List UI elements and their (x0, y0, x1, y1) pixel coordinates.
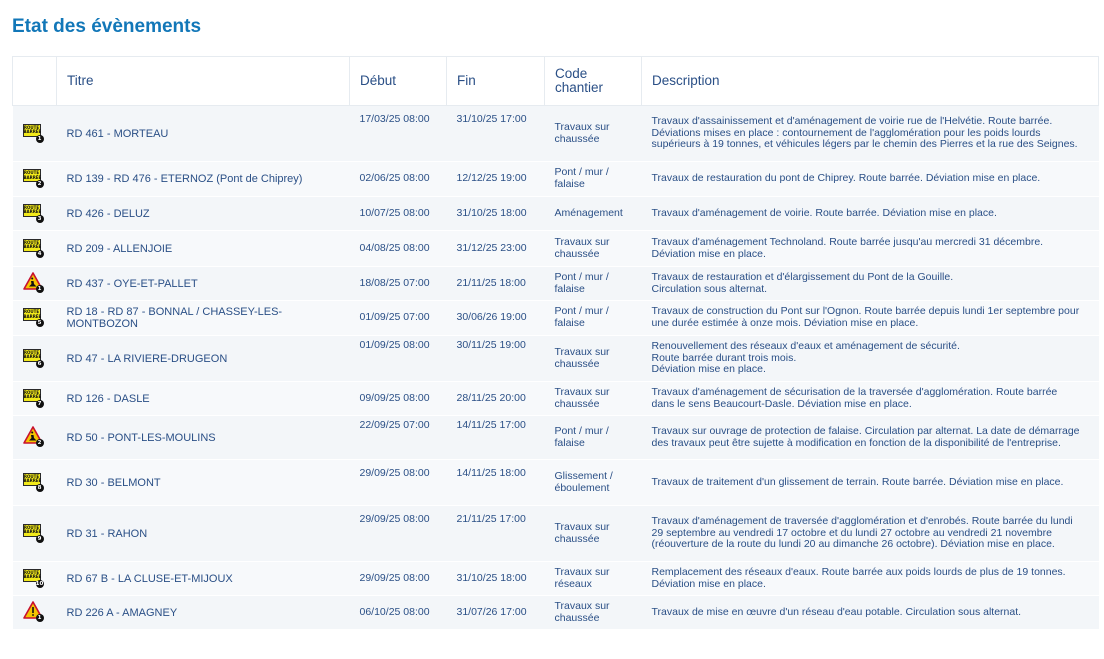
event-marker-number: 6 (36, 360, 44, 368)
event-description-line: Travaux de mise en œuvre d'un réseau d'eau potable. Circulation sous alternat. (651, 605, 1022, 618)
route-barree-label-line1: ROUTE (23, 170, 40, 176)
column-header-code-line1: Code (555, 66, 588, 81)
event-code-chantier: Aménagement (545, 197, 642, 231)
event-description-line: Déviation mise en place. (651, 363, 766, 376)
event-marker-number: 2 (36, 180, 44, 188)
event-start-date: 18/08/25 07:00 (350, 267, 447, 301)
event-marker-number: 8 (36, 484, 44, 492)
event-description-line: Travaux de restauration du pont de Chiprey. Route barrée. Déviation mise en place. (651, 172, 1041, 185)
roadworks-warning-icon[interactable] (23, 272, 43, 292)
route-barree-icon[interactable] (23, 471, 43, 491)
event-description (642, 301, 1099, 336)
event-icon-cell (13, 197, 57, 231)
route-barree-label-line2: BARRÉE (23, 209, 42, 215)
event-icon-cell (13, 231, 57, 267)
table-row[interactable] (13, 197, 1099, 231)
event-icon-cell (13, 336, 57, 382)
route-barree-label-line1: ROUTE (23, 239, 40, 245)
event-code-chantier: Travaux sur chaussée (545, 596, 642, 630)
table-row[interactable] (13, 106, 1099, 162)
route-barree-label-line1: ROUTE (23, 569, 40, 575)
event-description-line: Déviation mise en place. (651, 577, 766, 590)
table-row[interactable] (13, 460, 1099, 506)
route-barree-label-line2: BARRÉE (23, 354, 42, 360)
event-marker-number: 3 (36, 215, 44, 223)
event-title[interactable]: RD 31 - RAHON (57, 506, 350, 562)
route-barree-icon[interactable] (23, 522, 43, 542)
event-description-line: Déviation mise en place. (651, 247, 766, 260)
event-description-line: des travaux peut être sujette à modification en fonction de la disponibilité de l'entreprise. (651, 436, 1061, 449)
route-barree-label-line2: BARRÉE (23, 529, 42, 535)
route-barree-icon[interactable] (23, 122, 43, 142)
event-start-date: 22/09/25 07:00 (350, 416, 447, 460)
route-barree-label-line1: ROUTE (23, 473, 40, 479)
event-end-date: 30/11/25 19:00 (447, 336, 545, 382)
event-title[interactable]: RD 426 - DELUZ (57, 197, 350, 231)
event-marker-number: 1 (36, 285, 44, 293)
event-icon-cell (13, 106, 57, 162)
event-start-date: 01/09/25 08:00 (350, 336, 447, 382)
event-code-chantier: Glissement / éboulement (545, 460, 642, 506)
event-description-line: Circulation sous alternat. (651, 282, 768, 295)
event-start-date: 02/06/25 08:00 (350, 162, 447, 197)
event-description-line: Travaux sur ouvrage de protection de falaise. Circulation par alternat. La date de démarrage (651, 424, 1080, 437)
column-header-icon (13, 57, 57, 106)
route-barree-label-line1: ROUTE (23, 309, 40, 315)
route-barree-icon[interactable] (23, 167, 43, 187)
route-barree-label-line1: ROUTE (23, 349, 40, 355)
table-header-row (13, 57, 1099, 106)
event-marker-number: 4 (36, 250, 44, 258)
event-title[interactable]: RD 139 - RD 476 - ETERNOZ (Pont de Chiprey) (57, 162, 350, 197)
event-code-chantier: Pont / mur / falaise (545, 267, 642, 301)
event-description-line: (réouverture de la route du lundi 20 au dimanche 26 octobre). Déviation mise en place. (651, 538, 1055, 551)
events-table (12, 56, 1099, 630)
column-header-titre[interactable]: Titre (57, 57, 350, 106)
event-marker-number: 2 (36, 439, 44, 447)
route-barree-label-line2: BARRÉE (23, 478, 42, 484)
event-description-line: Déviations mises en place : contournement de l'agglomération pour les poids lourds (651, 126, 1041, 139)
event-description-line: Travaux d'aménagement de voirie. Route barrée. Déviation mise en place. (651, 206, 997, 219)
event-description (642, 336, 1099, 382)
event-end-date: 31/12/25 23:00 (447, 231, 545, 267)
event-icon-cell (13, 382, 57, 416)
event-icon-cell (13, 506, 57, 562)
event-start-date: 06/10/25 08:00 (350, 596, 447, 630)
column-header-code-line2: chantier (555, 80, 604, 95)
event-marker-number: 5 (36, 319, 44, 327)
event-description (642, 106, 1099, 162)
event-start-date: 01/09/25 07:00 (350, 301, 447, 336)
event-code-chantier: Pont / mur / falaise (545, 162, 642, 197)
event-end-date: 31/10/25 18:00 (447, 562, 545, 596)
route-barree-label-line2: BARRÉE (23, 394, 42, 400)
event-description-line: Travaux de traitement d'un glissement de terrain. Route barrée. Déviation mise en place. (651, 475, 1064, 488)
table-row[interactable] (13, 231, 1099, 267)
event-description-line: 29 septembre au vendredi 17 octobre et du lundi 27 octobre au vendredi 21 novembre (651, 526, 1052, 539)
event-description (642, 197, 1099, 231)
route-barree-label-line2: BARRÉE (23, 313, 42, 319)
event-end-date: 21/11/25 18:00 (447, 267, 545, 301)
event-end-date: 30/06/26 19:00 (447, 301, 545, 336)
route-barree-icon[interactable] (23, 567, 43, 587)
route-barree-label-line1: ROUTE (23, 524, 40, 530)
event-description-line: une durée estimée à onze mois. Déviation mise en place. (651, 317, 919, 329)
event-end-date: 28/11/25 20:00 (447, 382, 545, 416)
event-code-chantier: Travaux sur chaussée (545, 506, 642, 562)
route-barree-icon[interactable] (23, 347, 43, 367)
event-start-date: 29/09/25 08:00 (350, 506, 447, 562)
event-description-line: dans le sens Beaucourt-Dasle. Déviation mise en place. (651, 397, 912, 410)
event-start-date: 09/09/25 08:00 (350, 382, 447, 416)
event-marker-number: 1 (36, 135, 44, 143)
event-description (642, 460, 1099, 506)
event-code-chantier: Travaux sur chaussée (545, 106, 642, 162)
event-icon-cell (13, 162, 57, 197)
route-barree-label-line1: ROUTE (23, 124, 40, 130)
event-code-chantier: Travaux sur chaussée (545, 336, 642, 382)
event-title[interactable]: RD 437 - OYE-ET-PALLET (57, 267, 350, 301)
event-title[interactable]: RD 30 - BELMONT (57, 460, 350, 506)
event-end-date: 31/10/25 18:00 (447, 197, 545, 231)
route-barree-label-line2: BARRÉE (23, 129, 42, 135)
column-header-code-chantier[interactable] (545, 57, 642, 106)
event-code-chantier: Travaux sur chaussée (545, 382, 642, 416)
event-icon-cell (13, 301, 57, 336)
event-description (642, 416, 1099, 460)
route-barree-label-line2: BARRÉE (23, 174, 42, 180)
table-row[interactable] (13, 416, 1099, 460)
route-barree-icon[interactable] (23, 202, 43, 222)
event-end-date: 12/12/25 19:00 (447, 162, 545, 197)
event-description-line: Travaux de restauration et d'élargissement du Pont de la Gouille. (651, 270, 954, 283)
event-description (642, 382, 1099, 416)
table-row[interactable] (13, 267, 1099, 301)
table-row[interactable] (13, 506, 1099, 562)
event-code-chantier: Pont / mur / falaise (545, 301, 642, 336)
event-code-chantier: Pont / mur / falaise (545, 416, 642, 460)
event-description (642, 562, 1099, 596)
event-title[interactable]: RD 226 A - AMAGNEY (57, 596, 350, 630)
page-title: Etat des évènements (12, 16, 202, 37)
route-barree-icon[interactable] (23, 237, 43, 257)
event-start-date: 29/09/25 08:00 (350, 562, 447, 596)
event-marker-number: 7 (36, 400, 44, 408)
event-description-line: Travaux d'aménagement Technoland. Route barrée jusqu'au mercredi 31 décembre. (651, 235, 1044, 248)
event-end-date: 14/11/25 17:00 (447, 416, 545, 460)
event-description (642, 231, 1099, 267)
event-title[interactable]: RD 209 - ALLENJOIE (57, 231, 350, 267)
event-description-line: Route barrée durant trois mois. (651, 351, 797, 364)
table-row[interactable] (13, 382, 1099, 416)
table-row[interactable] (13, 562, 1099, 596)
event-start-date: 29/09/25 08:00 (350, 460, 447, 506)
event-title[interactable]: RD 47 - LA RIVIERE-DRUGEON (57, 336, 350, 382)
event-start-date: 17/03/25 08:00 (350, 106, 447, 162)
route-barree-label-line1: ROUTE (23, 204, 40, 210)
event-start-date: 04/08/25 08:00 (350, 231, 447, 267)
column-header-description[interactable]: Description (642, 57, 1099, 106)
table-row[interactable] (13, 162, 1099, 197)
event-description-line: Remplacement des réseaux d'eaux. Route barrée aux poids lourds de plus de 19 tonnes. (651, 565, 1066, 578)
event-icon-cell (13, 460, 57, 506)
event-end-date: 31/10/25 17:00 (447, 106, 545, 162)
table-row[interactable] (13, 596, 1099, 630)
event-description (642, 596, 1099, 630)
event-icon-cell (13, 416, 57, 460)
event-code-chantier: Travaux sur réseaux (545, 562, 642, 596)
route-barree-icon[interactable] (23, 387, 43, 407)
route-barree-label-line2: BARRÉE (23, 574, 42, 580)
event-description-line: Renouvellement des réseaux d'eaux et aménagement de sécurité. (651, 340, 960, 353)
column-header-debut[interactable]: Début (350, 57, 447, 106)
event-description (642, 267, 1099, 301)
event-end-date: 21/11/25 17:00 (447, 506, 545, 562)
event-title[interactable]: RD 67 B - LA CLUSE-ET-MIJOUX (57, 562, 350, 596)
event-start-date: 10/07/25 08:00 (350, 197, 447, 231)
event-icon-cell (13, 562, 57, 596)
event-description-line: Travaux d'aménagement de traversée d'agglomération et d'enrobés. Route barrée du lundi (651, 515, 1073, 528)
table-row[interactable] (13, 301, 1099, 336)
event-description-line: supérieurs à 19 tonnes, et véhicules légers par le chemin des Pierres et la rue des Seignes. (651, 138, 1078, 151)
event-title[interactable]: RD 50 - PONT-LES-MOULINS (57, 416, 350, 460)
event-marker-number: 1 (36, 614, 44, 622)
event-end-date: 14/11/25 18:00 (447, 460, 545, 506)
event-description-line: Travaux d'assainissement et d'aménagement de voirie rue de l'Helvétie. Route barrée. (651, 115, 1053, 128)
roadworks-warning-icon[interactable] (23, 426, 43, 446)
event-description (642, 506, 1099, 562)
event-code-chantier: Travaux sur chaussée (545, 231, 642, 267)
event-icon-cell (13, 596, 57, 630)
route-barree-icon[interactable] (23, 306, 43, 326)
event-description (642, 162, 1099, 197)
event-description-line: Travaux d'aménagement de sécurisation de la traversée d'agglomération. Route barrée (651, 385, 1058, 398)
event-end-date: 31/07/26 17:00 (447, 596, 545, 630)
event-title[interactable]: RD 461 - MORTEAU (57, 106, 350, 162)
event-marker-number: 10 (35, 580, 44, 587)
route-barree-label-line2: BARRÉE (23, 244, 42, 250)
table-row[interactable] (13, 336, 1099, 382)
event-title[interactable]: RD 18 - RD 87 - BONNAL / CHASSEY-LES-MONTBOZON (57, 301, 350, 336)
event-description-line: Travaux de construction du Pont sur l'Ognon. Route barrée depuis lundi 1er septembre pour (651, 305, 1080, 318)
warning-triangle-icon[interactable] (23, 601, 43, 621)
event-marker-number: 9 (36, 535, 44, 543)
event-icon-cell (13, 267, 57, 301)
column-header-fin[interactable]: Fin (447, 57, 545, 106)
event-title[interactable]: RD 126 - DASLE (57, 382, 350, 416)
route-barree-label-line1: ROUTE (23, 389, 40, 395)
